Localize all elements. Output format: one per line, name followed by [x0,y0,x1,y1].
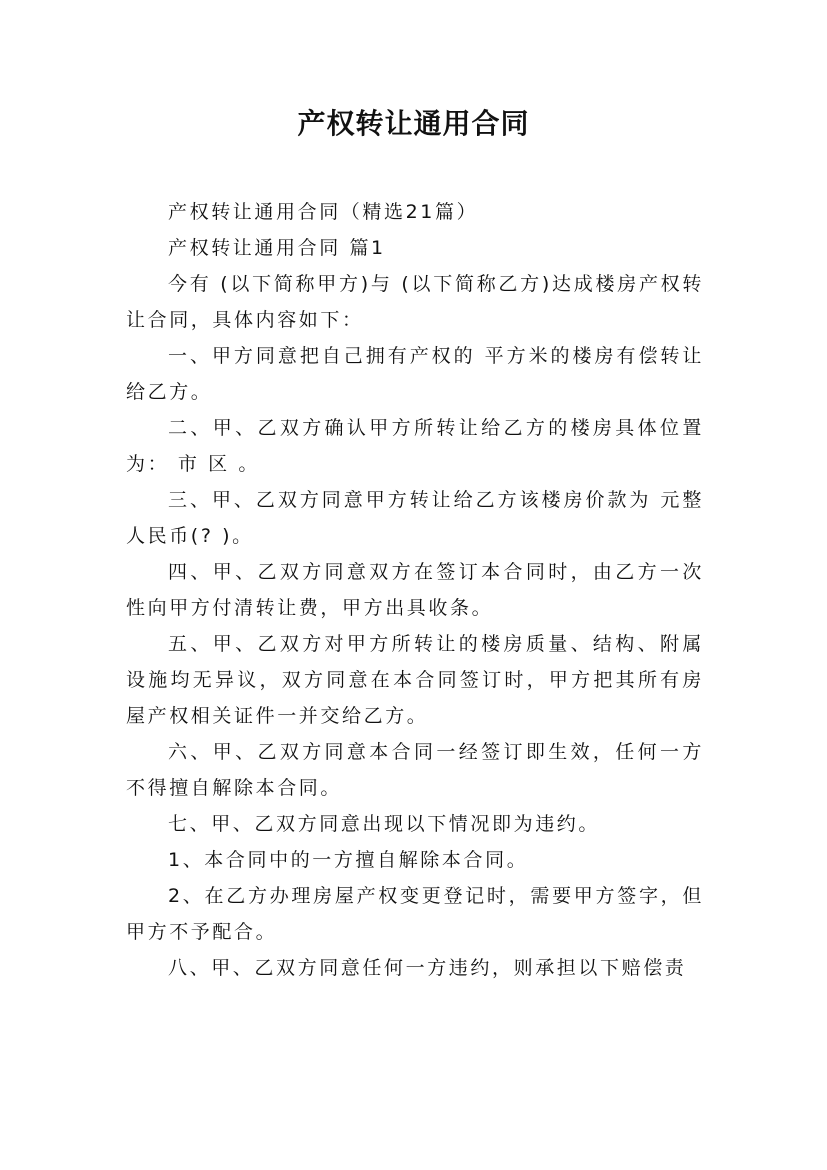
document-title: 产权转让通用合同 [297,107,530,140]
paragraph-section-heading: 产权转让通用合同 篇1 [168,237,386,259]
clause-7-item-1: 1、本合同中的一方擅自解除本合同。 [168,849,529,871]
clause-4: 四、甲、乙双方同意双方在签订本合同时，由乙方一次性向甲方付清转让费，甲方出具收条。 [126,561,704,619]
paragraph-preamble: 今有 (以下简称甲方)与 (以下简称乙方)达成楼房产权转让合同，具体内容如下： [126,273,704,331]
clause-7-item-2: 2、在乙方办理房屋产权变更登记时，需要甲方签字，但甲方不予配合。 [126,885,704,943]
clause-8: 八、甲、乙双方同意任何一方违约，则承担以下赔偿责 [168,957,687,979]
document-body [126,194,704,986]
clause-6: 六、甲、乙双方同意本合同一经签订即生效，任何一方不得擅自解除本合同。 [126,741,704,799]
clause-2: 二、甲、乙双方确认甲方所转让给乙方的楼房具体位置为： 市 区 。 [126,417,704,475]
paragraph-intro-heading: 产权转让通用合同（精选21篇） [168,201,479,223]
clause-3: 三、甲、乙双方同意甲方转让给乙方该楼房价款为 元整人民币(? )。 [126,489,704,547]
clause-1: 一、甲方同意把自己拥有产权的 平方米的楼房有偿转让给乙方。 [126,345,704,403]
clause-5: 五、甲、乙双方对甲方所转让的楼房质量、结构、附属设施均无异议，双方同意在本合同签订时，甲方把其所有房屋产权相关证件一并交给乙方。 [126,633,704,727]
clause-7: 七、甲、乙双方同意出现以下情况即为违约。 [168,813,601,835]
